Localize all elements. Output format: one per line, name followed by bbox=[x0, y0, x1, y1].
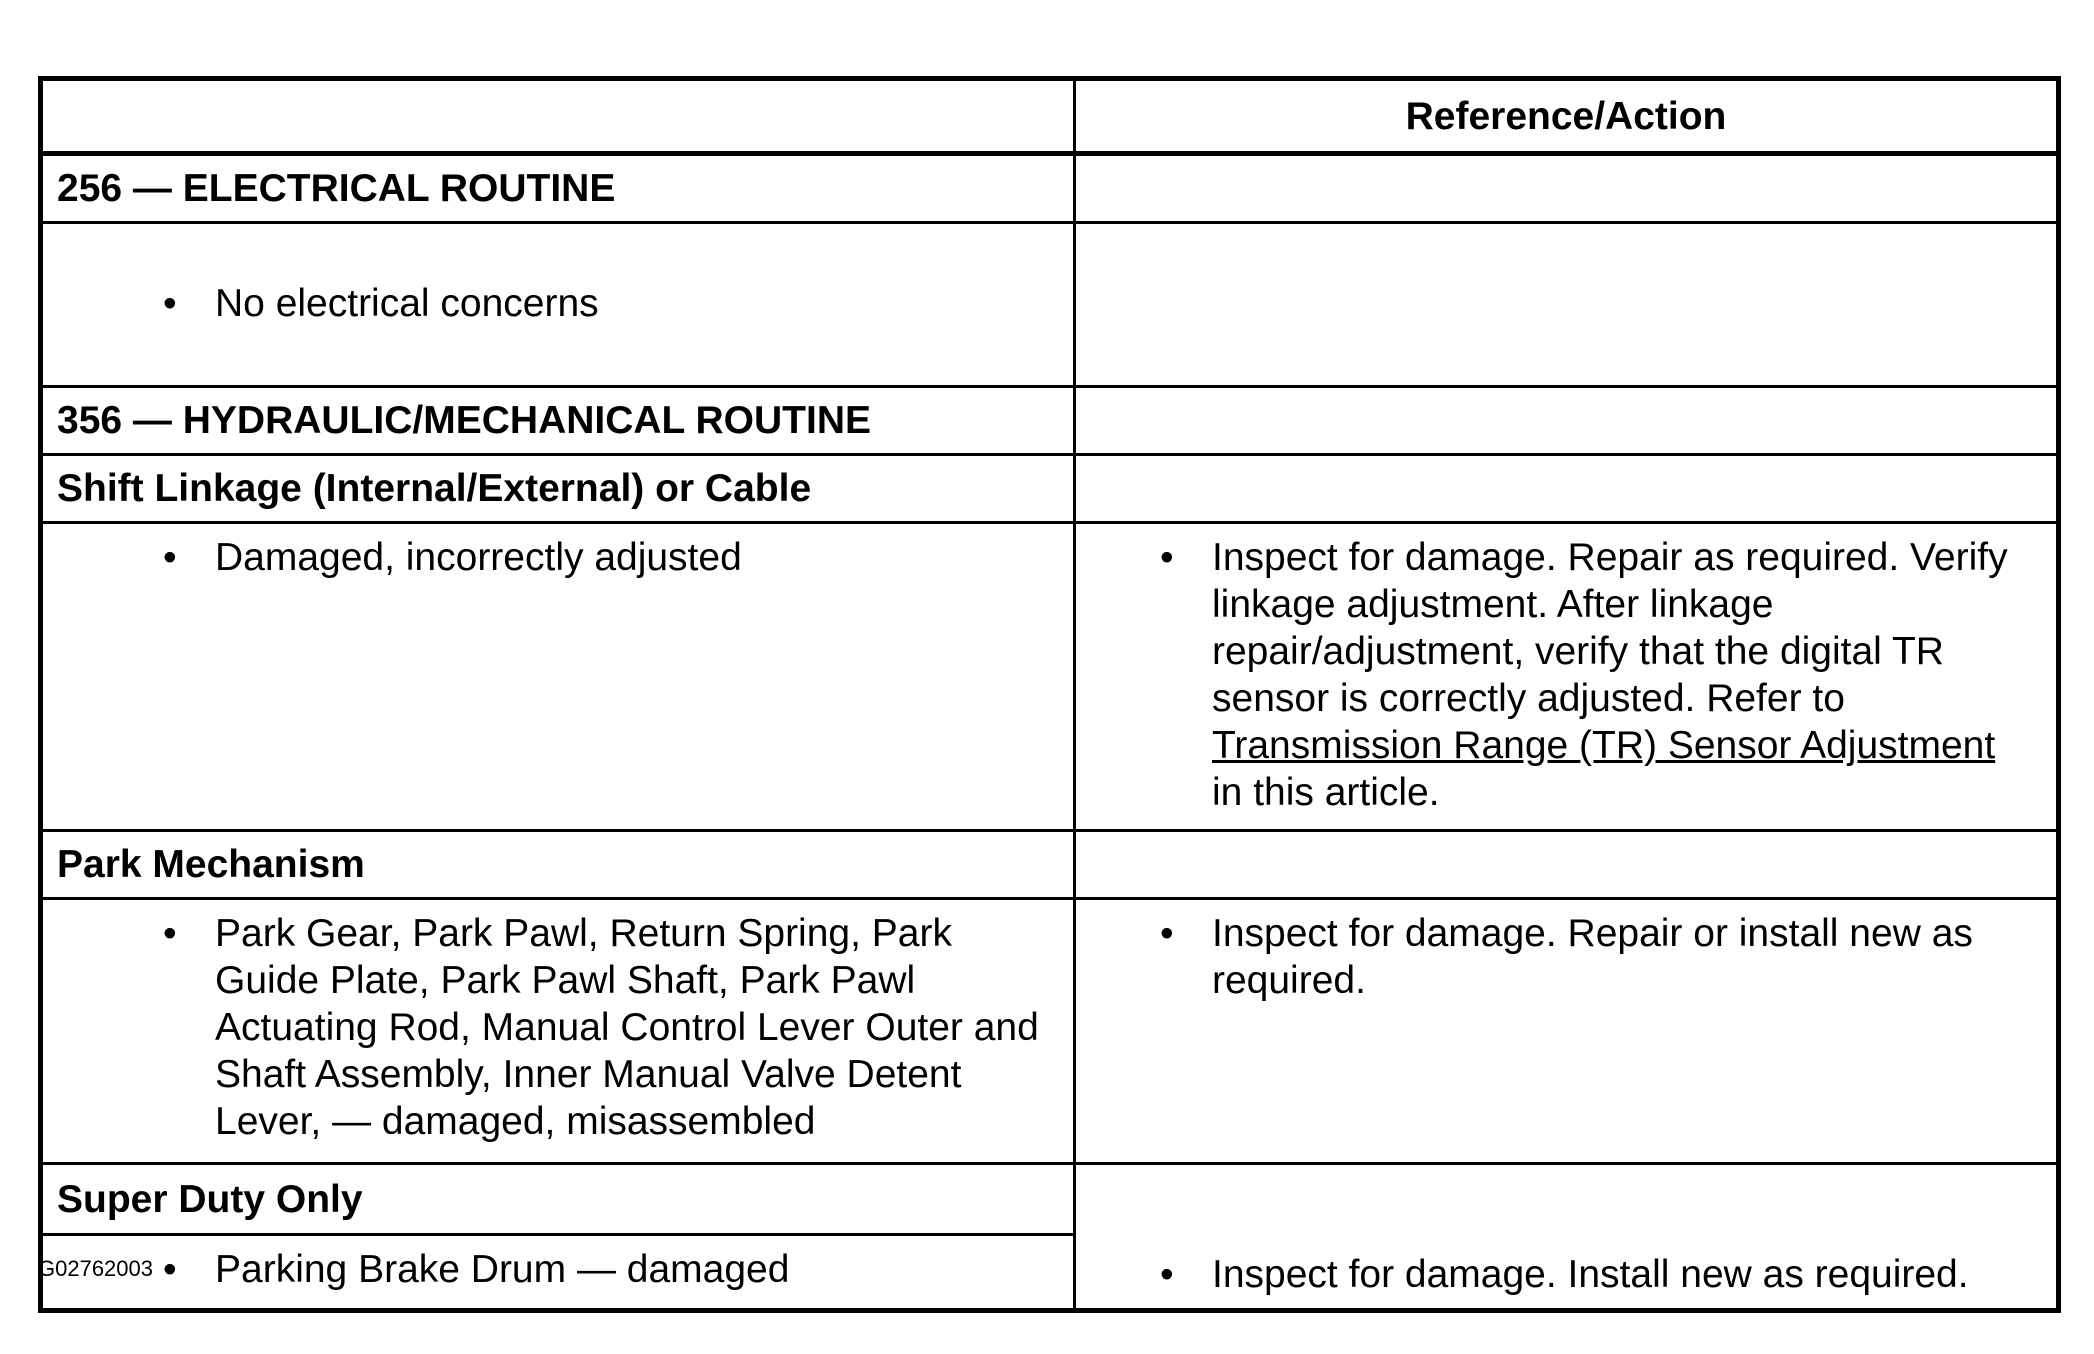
action-text: Inspect for damage. Repair or install new as required. bbox=[1212, 912, 1973, 1002]
condition-text: No electrical concerns bbox=[215, 282, 599, 325]
section-heading-hydraulic: 356 — HYDRAULIC/MECHANICAL ROUTINE bbox=[41, 387, 1075, 455]
table-row bbox=[41, 523, 2059, 831]
empty-cell bbox=[1075, 831, 2059, 899]
section-heading-electrical: 256 — ELECTRICAL ROUTINE bbox=[41, 154, 1075, 223]
header-reference-action: Reference/Action bbox=[1075, 79, 2059, 154]
condition-cell bbox=[41, 899, 1075, 1164]
bullet-icon: • bbox=[1160, 912, 1174, 955]
table-row bbox=[41, 387, 2059, 455]
empty-cell bbox=[1075, 223, 2059, 387]
tr-sensor-adjustment-link[interactable]: Transmission Range (TR) Sensor Adjustment bbox=[1212, 724, 1996, 767]
table-row bbox=[41, 154, 2059, 223]
table-row bbox=[41, 223, 2059, 387]
action-text: Inspect for damage. Install new as required. bbox=[1212, 1253, 1969, 1296]
list-item bbox=[1076, 1251, 2056, 1298]
table-row bbox=[41, 899, 2059, 1164]
list-item bbox=[43, 1246, 1073, 1293]
action-cell bbox=[1075, 1164, 2059, 1311]
list-item bbox=[43, 280, 1073, 327]
condition-cell bbox=[41, 223, 1075, 387]
bullet-icon: • bbox=[163, 912, 177, 955]
condition-text: Park Gear, Park Pawl, Return Spring, Park Guide Plate, Park Pawl Shaft, Park Pawl Actuating Rod, Manual Control Lever Outer and Shaft Assembly, Inner Manual Valve Detent Lever, — damaged, misassembled bbox=[215, 912, 1039, 1143]
list-item bbox=[1076, 910, 2056, 1004]
section-heading-park-mechanism: Park Mechanism bbox=[41, 831, 1075, 899]
list-item bbox=[43, 534, 1073, 581]
section-heading-super-duty: Super Duty Only bbox=[41, 1164, 1075, 1235]
table-row bbox=[41, 1164, 2059, 1235]
bullet-icon: • bbox=[163, 282, 177, 325]
condition-text: Parking Brake Drum — damaged bbox=[215, 1248, 790, 1291]
action-text: Inspect for damage. Repair as required. Verify linkage adjustment. After linkage repair/adjustment, verify that the digital TR sensor is correctly adjusted. Refer to bbox=[1212, 536, 2008, 720]
condition-cell bbox=[41, 523, 1075, 831]
bullet-icon: • bbox=[1160, 536, 1174, 579]
section-heading-shift-linkage: Shift Linkage (Internal/External) or Cable bbox=[41, 455, 1075, 523]
condition-cell bbox=[41, 1235, 1075, 1311]
list-item bbox=[1076, 534, 2056, 816]
action-cell bbox=[1075, 899, 2059, 1164]
figure-id: G02762003 bbox=[38, 1256, 153, 1281]
condition-text: Damaged, incorrectly adjusted bbox=[215, 536, 742, 579]
bullet-icon: • bbox=[1160, 1253, 1174, 1296]
empty-cell bbox=[1075, 387, 2059, 455]
action-cell bbox=[1075, 523, 2059, 831]
list-item bbox=[43, 910, 1073, 1145]
bullet-icon: • bbox=[163, 536, 177, 579]
table-row bbox=[41, 455, 2059, 523]
header-left-cell bbox=[41, 79, 1075, 154]
action-text-tail: in this article. bbox=[1212, 771, 1440, 814]
diagnosis-table bbox=[38, 76, 2061, 1313]
empty-cell bbox=[1075, 455, 2059, 523]
bullet-icon: • bbox=[163, 1248, 177, 1291]
table-row bbox=[41, 831, 2059, 899]
empty-cell bbox=[1075, 154, 2059, 223]
table-header-row bbox=[41, 79, 2059, 154]
